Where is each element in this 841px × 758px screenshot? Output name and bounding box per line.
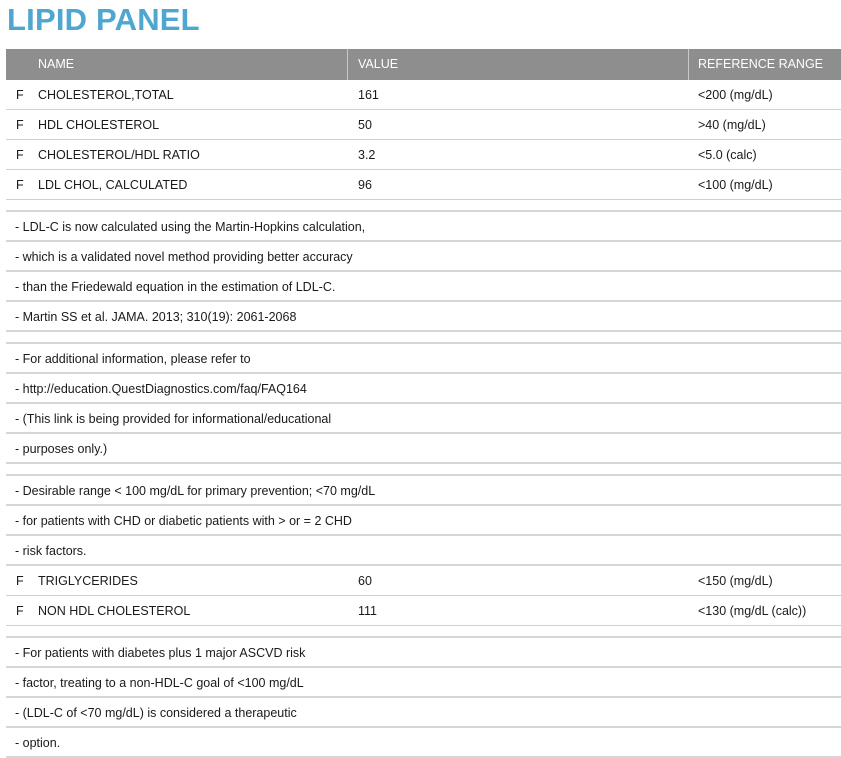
page-title: LIPID PANEL [7,2,200,37]
comment-text: - purposes only.) [15,442,108,456]
comment-line [6,506,841,536]
comment-line [6,344,841,374]
result-value: 60 [358,574,372,588]
result-flag: F [16,148,24,162]
result-flag: F [16,118,24,132]
comment-text: - (LDL-C of <70 mg/dL) is considered a therapeutic [15,706,297,720]
table-row [6,110,841,140]
comment-line [6,302,841,332]
result-name: CHOLESTEROL,TOTAL [38,88,174,102]
comment-line [6,698,841,728]
result-flag: F [16,574,24,588]
comment-text: - For patients with diabetes plus 1 major ASCVD risk [15,646,306,660]
comment-text: - for patients with CHD or diabetic patients with > or = 2 CHD [15,514,352,528]
column-header-name: NAME [38,57,75,71]
result-flag: F [16,604,24,618]
comment-text: - (This link is being provided for informational/educational [15,412,332,426]
result-name: HDL CHOLESTEROL [38,118,160,132]
comment-line [6,728,841,758]
result-flag: F [16,178,24,192]
table-header [6,49,841,80]
comment-line [6,272,841,302]
comment-line [6,638,841,668]
result-value: 50 [358,118,372,132]
table-row [6,566,841,596]
result-reference-range: <200 (mg/dL) [698,88,773,102]
comment-text: - Martin SS et al. JAMA. 2013; 310(19): 2061-2068 [15,310,297,324]
result-reference-range: <150 (mg/dL) [698,574,773,588]
result-value: 111 [358,604,378,618]
comment-line [6,212,841,242]
comment-line [6,668,841,698]
result-reference-range: <100 (mg/dL) [698,178,773,192]
result-value: 3.2 [358,148,376,162]
table-row [6,596,841,626]
comment-line [6,476,841,506]
comment-text: - option. [15,736,61,750]
comment-text: - Desirable range < 100 mg/dL for primary prevention; <70 mg/dL [15,484,376,498]
table-row [6,80,841,110]
comment-line [6,536,841,566]
section-divider [6,200,841,212]
column-divider [347,49,348,80]
comment-text: - factor, treating to a non-HDL-C goal of <100 mg/dL [15,676,304,690]
result-reference-range: >40 (mg/dL) [698,118,766,132]
result-reference-range: <130 (mg/dL (calc)) [698,604,807,618]
result-name: CHOLESTEROL/HDL RATIO [38,148,200,162]
section-divider [6,626,841,638]
comment-text: - LDL-C is now calculated using the Martin-Hopkins calculation, [15,220,366,234]
result-flag: F [16,88,24,102]
section-divider [6,332,841,344]
result-name: NON HDL CHOLESTEROL [38,604,191,618]
column-divider [688,49,689,80]
comment-text: - which is a validated novel method providing better accuracy [15,250,353,264]
section-divider [6,464,841,476]
comment-line [6,242,841,272]
comment-line [6,374,841,404]
comment-text: - risk factors. [15,544,87,558]
comment-text: - For additional information, please refer to [15,352,251,366]
comment-line [6,404,841,434]
results-table [6,49,841,758]
comment-text: - than the Friedewald equation in the estimation of LDL-C. [15,280,336,294]
result-reference-range: <5.0 (calc) [698,148,757,162]
comment-line [6,434,841,464]
column-header-value: VALUE [358,57,399,71]
comment-text: - http://education.QuestDiagnostics.com/faq/FAQ164 [15,382,307,396]
result-value: 96 [358,178,372,192]
table-row [6,170,841,200]
result-name: TRIGLYCERIDES [38,574,138,588]
table-row [6,140,841,170]
result-name: LDL CHOL, CALCULATED [38,178,188,192]
result-value: 161 [358,88,379,102]
column-header-reference-range: REFERENCE RANGE [698,57,824,71]
